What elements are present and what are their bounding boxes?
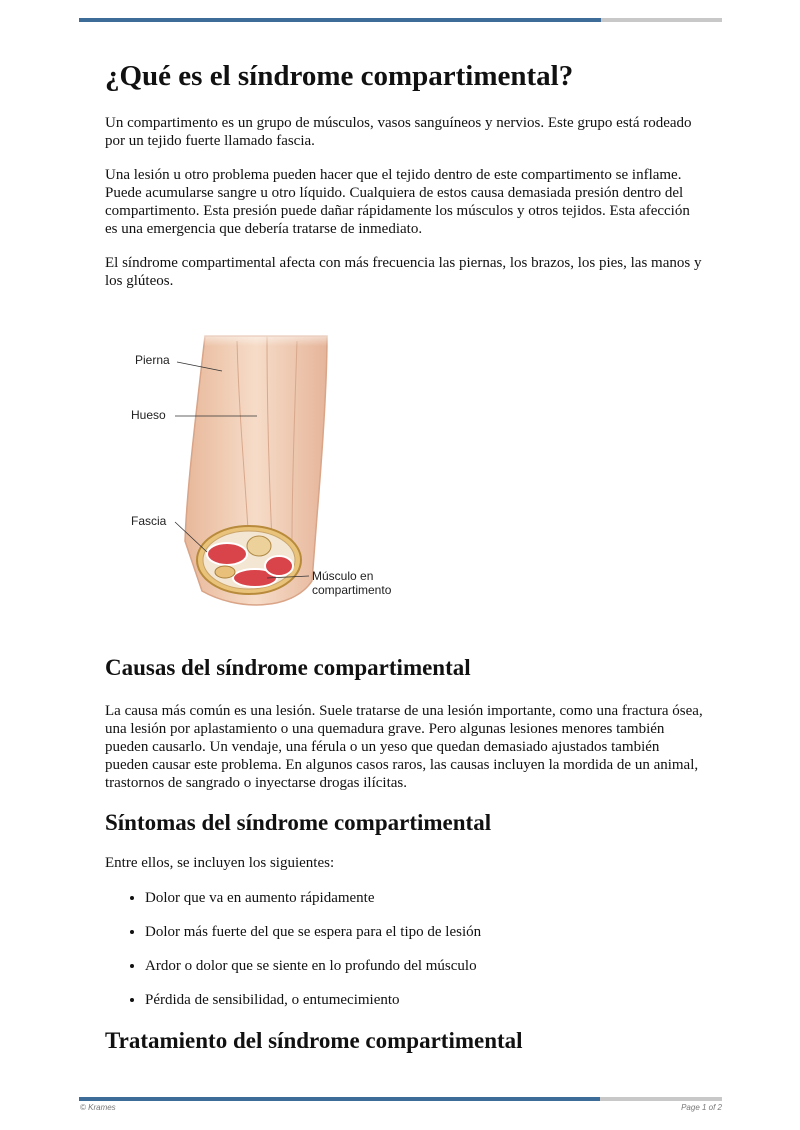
list-item: • Dolor más fuerte del que se espera para el tipo de lesión: [145, 923, 705, 941]
footer-copyright: © Krames: [80, 1103, 116, 1112]
list-item: • Dolor que va en aumento rápidamente: [145, 889, 705, 907]
footer-progress-fill: [79, 1097, 600, 1101]
header-progress-fill: [79, 18, 601, 22]
figure-label-muscle-line1: Músculo en: [312, 569, 374, 583]
footer-progress-bar: [79, 1097, 722, 1101]
page-title: ¿Qué es el síndrome compartimental?: [105, 60, 574, 92]
intro-paragraph-1: Un compartimento es un grupo de músculos, vasos sanguíneos y nervios. Este grupo está rodeado por un tejido fuerte llamado fascia.: [105, 115, 692, 149]
intro-paragraph-3: El síndrome compartimental afecta con más frecuencia las piernas, los brazos, los pies, las manos y los glúteos.: [105, 255, 702, 289]
document-body: [105, 58, 705, 1055]
symptoms-intro: Entre ellos, se incluyen los siguientes:: [105, 855, 335, 871]
list-item: • Pérdida de sensibilidad, o entumecimiento: [145, 991, 705, 1009]
list-item: • Ardor o dolor que se siente en lo profundo del músculo: [145, 957, 705, 975]
compartment-illustration: [127, 326, 427, 616]
figure-label-bone: Hueso: [131, 408, 166, 422]
intro-paragraph-2: Una lesión u otro problema pueden hacer que el tejido dentro de este compartimento se inflame. Puede acumularse sangre u otro líquido. Cualquiera de estos causa demasiada presión dentro del compartimento. Esta presión puede dañar rápidamente los músculos y otros tejidos. Esta afección es una emergencia que debería tratarse de inmediato.: [105, 167, 690, 237]
treatment-heading: Tratamiento del síndrome compartimental: [105, 1028, 523, 1053]
figure-label-muscle-line2: compartimento: [312, 583, 392, 597]
figure-label-muscle: [312, 569, 391, 597]
causes-paragraph: La causa más común es una lesión. Suele tratarse de una lesión importante, como una fractura ósea, una lesión por aplastamiento o una quemadura grave. Pero algunas lesiones menores también pueden causarlo. Un vendaje, una férula o un yeso que quedan demasiado ajustados también pueden causar este problema. En algunos casos raros, las causas incluyen la mordida de un animal, trastornos de sangrado o inyectarse drogas ilícitas.: [105, 703, 703, 791]
header-progress-bar: [79, 18, 722, 22]
symptoms-list: [105, 889, 705, 1009]
symptoms-heading: Síntomas del síndrome compartimental: [105, 810, 492, 835]
causes-heading: Causas del síndrome compartimental: [105, 655, 471, 680]
figure-label-leg: Pierna: [135, 353, 170, 367]
footer-page-number: Page 1 of 2: [681, 1103, 722, 1112]
figure-label-fascia: Fascia: [131, 514, 167, 528]
